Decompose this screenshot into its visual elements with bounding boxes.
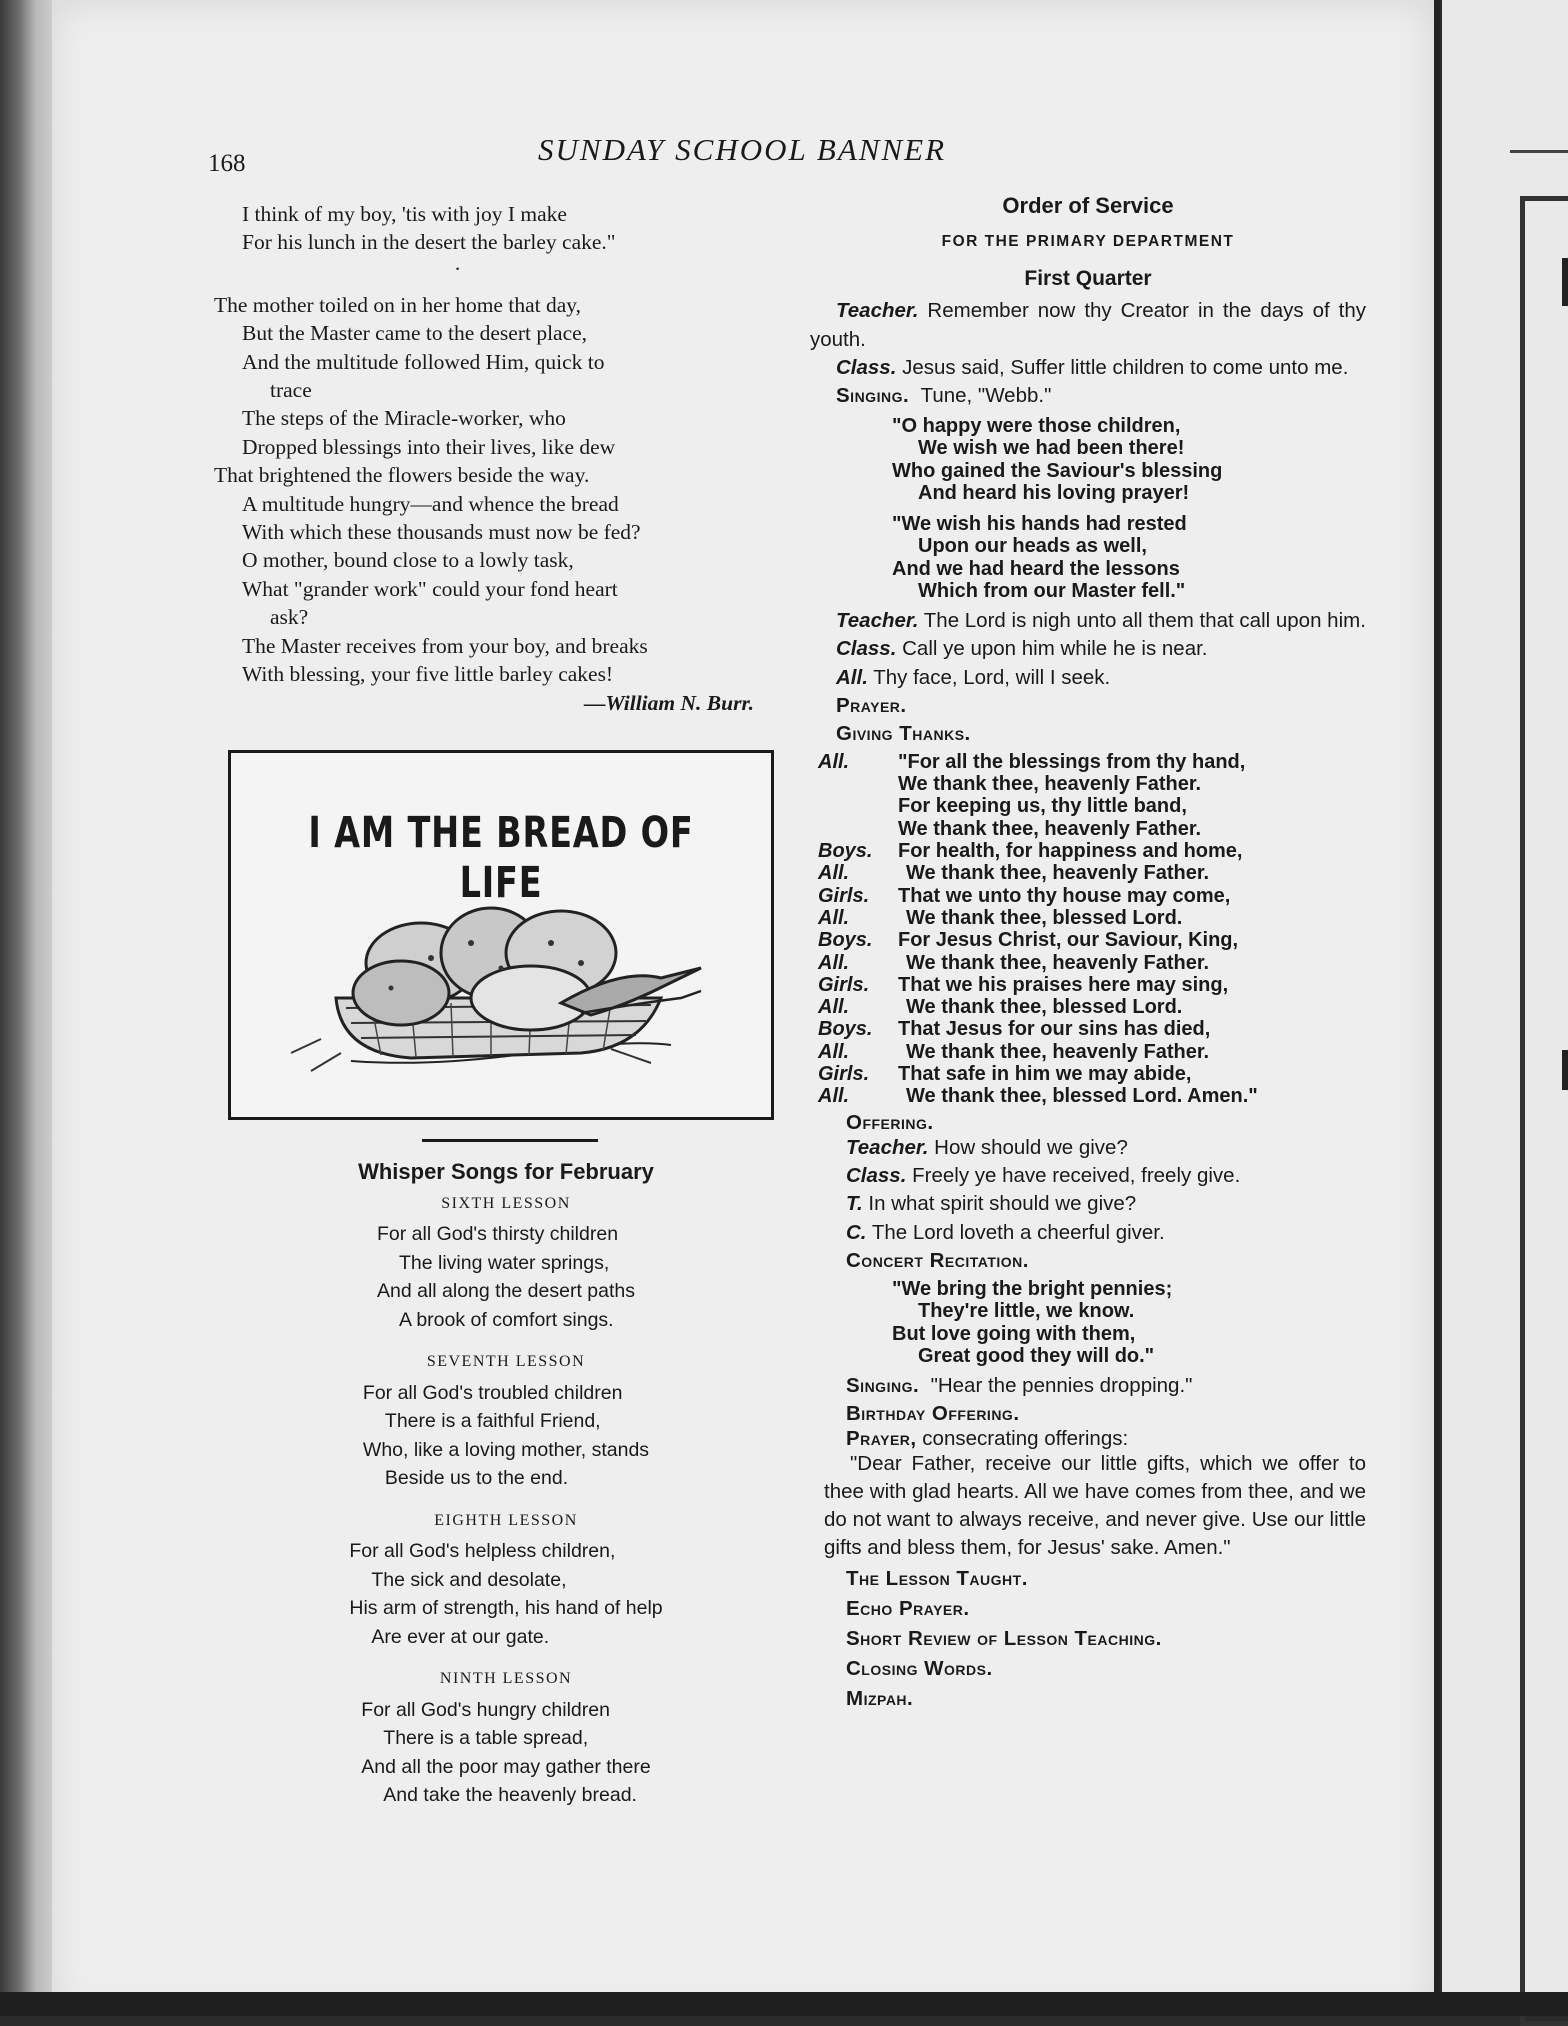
speaker: Girls. — [818, 1063, 870, 1086]
lesson-heading: EIGHTH LESSON — [434, 1511, 578, 1529]
lesson-line: Are ever at our gate. — [371, 1625, 550, 1648]
poem-line: That brightened the flowers beside the way. — [214, 463, 590, 488]
hymn-line: We wish we had been there! — [918, 437, 1185, 460]
poem-line: trace — [270, 378, 312, 403]
lesson-line: His arm of strength, his hand of help — [349, 1597, 663, 1619]
page-header — [208, 132, 1498, 177]
hymn-line: "We bring the bright pennies; — [892, 1277, 1173, 1300]
poem-line: The steps of the Miracle-worker, who — [242, 406, 566, 431]
response-line — [818, 1085, 1366, 1107]
order-of-service — [810, 192, 1366, 1714]
service-subtitle: FOR THE PRIMARY DEPARTMENT — [941, 233, 1235, 251]
lesson-line: There is a table spread, — [383, 1727, 589, 1749]
response-text: That safe in him we may abide, — [898, 1063, 1192, 1086]
poem-line: ask? — [270, 605, 309, 630]
hymn-line: "O happy were those children, — [892, 414, 1181, 437]
speaker: All. — [818, 996, 850, 1019]
speaker: Boys. — [818, 1018, 873, 1041]
response-line — [818, 996, 1366, 1018]
bread-basket-icon — [231, 753, 771, 1117]
hymn-webb — [810, 415, 1366, 603]
closing-item: Mizpah. — [846, 1687, 914, 1711]
poem-line: But the Master came to the desert place, — [242, 321, 588, 346]
hymn-line: But love going with them, — [892, 1322, 1136, 1345]
class-line: Class. Jesus said, Suffer little children to come unto me. — [836, 356, 1349, 380]
lesson-line: Who, like a loving mother, stands — [362, 1438, 650, 1461]
response-line — [818, 885, 1366, 907]
lesson-stanza — [363, 1379, 649, 1493]
closing-item: The Lesson Taught. — [846, 1567, 1028, 1591]
birthday-offering-heading: Birthday Offering. — [846, 1402, 1020, 1426]
lesson-heading: SEVENTH LESSON — [426, 1353, 586, 1370]
hymn-line: Great good they will do." — [918, 1345, 1155, 1368]
poem-line: For his lunch in the desert the barley cake." — [242, 230, 616, 255]
stanza-gap — [810, 505, 1366, 513]
response-line — [818, 1018, 1366, 1040]
giving-thanks-responses — [810, 751, 1366, 1108]
response-text: "For all the blessings from thy hand, — [898, 750, 1246, 773]
service-quarter: First Quarter — [1024, 266, 1152, 290]
closing-item: Closing Words. — [846, 1657, 993, 1681]
poem-line: · — [454, 256, 462, 281]
response-text: For keeping us, thy little band, — [898, 795, 1187, 818]
response-line — [818, 840, 1366, 862]
poem — [214, 200, 774, 717]
speaker: All. — [818, 862, 850, 885]
closing-item: Echo Prayer. — [846, 1597, 970, 1621]
singing-line: Singing. "Hear the pennies dropping." — [846, 1373, 1193, 1397]
class-line: Class. Call ye upon him while he is near. — [836, 637, 1208, 661]
speaker: All. — [818, 1040, 850, 1063]
poem-attribution: —William N. Burr. — [583, 690, 754, 715]
response-text: That we unto thy house may come, — [898, 884, 1231, 907]
teacher-line: Teacher. Remember now thy Creator in the days of thy youth. — [810, 299, 1366, 351]
lesson-line: The living water springs, — [398, 1251, 610, 1274]
running-title: SUNDAY SCHOOL BANNER — [538, 132, 947, 167]
response-line — [818, 818, 1366, 840]
offering-heading: Offering. — [846, 1110, 934, 1134]
speaker — [818, 773, 898, 795]
lesson-heading: SIXTH LESSON — [441, 1194, 571, 1212]
whisper-songs-title: Whisper Songs for February — [358, 1159, 654, 1184]
bread-of-life-illustration — [228, 750, 774, 1120]
speaker — [818, 795, 898, 817]
lesson-stanza — [361, 1696, 650, 1810]
response-line — [818, 1063, 1366, 1085]
response-text: That we his praises here may sing, — [898, 973, 1229, 996]
response-text: We thank thee, heavenly Father. — [898, 817, 1202, 840]
t-line: T. In what spirit should we give? — [846, 1192, 1137, 1216]
hymn-line: Who gained the Saviour's blessing — [892, 459, 1223, 482]
poem-line: And the multitude followed Him, quick to — [242, 349, 605, 374]
hymn-line: They're little, we know. — [918, 1300, 1135, 1323]
facing-page-mark — [1562, 1050, 1568, 1090]
response-line — [818, 929, 1366, 951]
speaker: Boys. — [818, 929, 873, 952]
closing-items — [810, 1564, 1366, 1714]
hymn-line: Upon our heads as well, — [918, 535, 1147, 558]
speaker: All. — [818, 906, 850, 929]
hymn-line: Which from our Master fell." — [918, 580, 1186, 603]
page-number: 168 — [208, 150, 246, 177]
facing-page-mark — [1562, 258, 1568, 306]
poem-line: With blessing, your five little barley cakes! — [242, 662, 614, 687]
poem-line: I think of my boy, 'tis with joy I make — [242, 202, 567, 226]
lesson-line: Beside us to the end. — [384, 1467, 569, 1489]
lesson-line: The sick and desolate, — [371, 1568, 567, 1591]
response-text: We thank thee, blessed Lord. — [906, 996, 1183, 1019]
poem-line: The Master receives from your boy, and breaks — [242, 633, 648, 658]
response-line — [818, 751, 1366, 773]
closing-item: Short Review of Lesson Teaching. — [846, 1627, 1162, 1651]
lesson-line: And take the heavenly bread. — [383, 1784, 637, 1806]
service-title: Order of Service — [1002, 193, 1174, 218]
response-text: We thank thee, blessed Lord. Amen." — [906, 1085, 1258, 1108]
speaker: All. — [818, 1085, 850, 1108]
lesson-line: A brook of comfort sings. — [398, 1308, 614, 1331]
hymn-line: And heard his loving prayer! — [918, 482, 1190, 505]
lesson-line: And all the poor may gather there — [361, 1755, 651, 1778]
singing-line: Singing. Tune, "Webb." — [836, 384, 1052, 408]
response-text: For health, for happiness and home, — [898, 840, 1243, 863]
lesson-line: And all along the desert paths — [376, 1280, 635, 1302]
lesson-stanza — [377, 1220, 635, 1334]
speaker: Girls. — [818, 884, 870, 907]
c-line: C. The Lord loveth a cheerful giver. — [846, 1220, 1165, 1244]
response-text: We thank thee, blessed Lord. — [906, 906, 1183, 929]
whisper-songs — [260, 1150, 752, 1810]
all-line: All. Thy face, Lord, will I seek. — [836, 665, 1111, 689]
response-text: We thank thee, heavenly Father. — [906, 1040, 1210, 1063]
lesson-line: For all God's troubled children — [362, 1381, 623, 1404]
response-text: That Jesus for our sins has died, — [898, 1018, 1211, 1041]
response-text: We thank thee, heavenly Father. — [906, 862, 1210, 885]
hymn-line: "We wish his hands had rested — [892, 512, 1187, 535]
response-line — [818, 974, 1366, 996]
class-line: Class. Freely ye have received, freely give. — [846, 1164, 1241, 1188]
response-text: We thank thee, heavenly Father. — [898, 773, 1202, 796]
response-text: We thank thee, heavenly Father. — [906, 951, 1210, 974]
speaker: Boys. — [818, 840, 873, 863]
hymn-line: And we had heard the lessons — [892, 557, 1180, 580]
lesson-line: For all God's thirsty children — [376, 1223, 619, 1245]
response-line — [818, 773, 1366, 795]
response-line — [818, 907, 1366, 929]
lesson-line: For all God's helpless children, — [349, 1540, 616, 1562]
lesson-line: For all God's hungry children — [361, 1698, 610, 1721]
prayer-consecrating: Prayer, consecrating offerings: — [846, 1427, 1129, 1451]
section-rule — [422, 1139, 598, 1142]
teacher-line: Teacher. The Lord is nigh unto all them that call upon him. — [836, 608, 1366, 632]
speaker: Girls. — [818, 973, 870, 996]
poem-line: With which these thousands must now be fed? — [242, 520, 641, 545]
concert-recitation-heading: Concert Recitation. — [846, 1249, 1029, 1273]
facing-page-rule — [1510, 150, 1568, 153]
speaker: All. — [818, 951, 850, 974]
poem-line: Dropped blessings into their lives, like dew — [242, 434, 616, 459]
poem-line: O mother, bound close to a lowly task, — [242, 548, 574, 573]
prayer-text: "Dear Father, receive our little gifts, which we offer to thee with glad hearts. All we have comes from thee, and we do not want to always receive, and never give. Use our little gifts and bless them, for Jesus' sake. Amen." — [824, 1452, 1366, 1560]
illustration-title: I AM THE BREAD OF LIFE — [308, 808, 694, 908]
response-line — [818, 952, 1366, 974]
lesson-line: There is a faithful Friend, — [384, 1410, 601, 1432]
speaker — [818, 818, 898, 840]
scan-bottom-edge — [0, 1992, 1568, 2016]
poem-line: A multitude hungry—and whence the bread — [242, 491, 619, 516]
teacher-line: Teacher. How should we give? — [846, 1135, 1128, 1159]
lesson-heading: NINTH LESSON — [439, 1670, 573, 1687]
pennies-recitation — [810, 1278, 1366, 1368]
poem-line: The mother toiled on in her home that day, — [214, 292, 581, 317]
poem-line: What "grander work" could your fond heart — [242, 576, 618, 601]
response-text: For Jesus Christ, our Saviour, King, — [898, 929, 1239, 952]
giving-thanks-heading: Giving Thanks. — [836, 722, 971, 746]
response-line — [818, 795, 1366, 817]
facing-page-border — [1520, 196, 1568, 2026]
book-gutter — [0, 0, 60, 2016]
lesson-stanza — [349, 1537, 662, 1651]
response-line — [818, 1041, 1366, 1063]
response-line — [818, 862, 1366, 884]
prayer-heading: Prayer. — [836, 694, 907, 718]
speaker: All. — [818, 750, 850, 773]
